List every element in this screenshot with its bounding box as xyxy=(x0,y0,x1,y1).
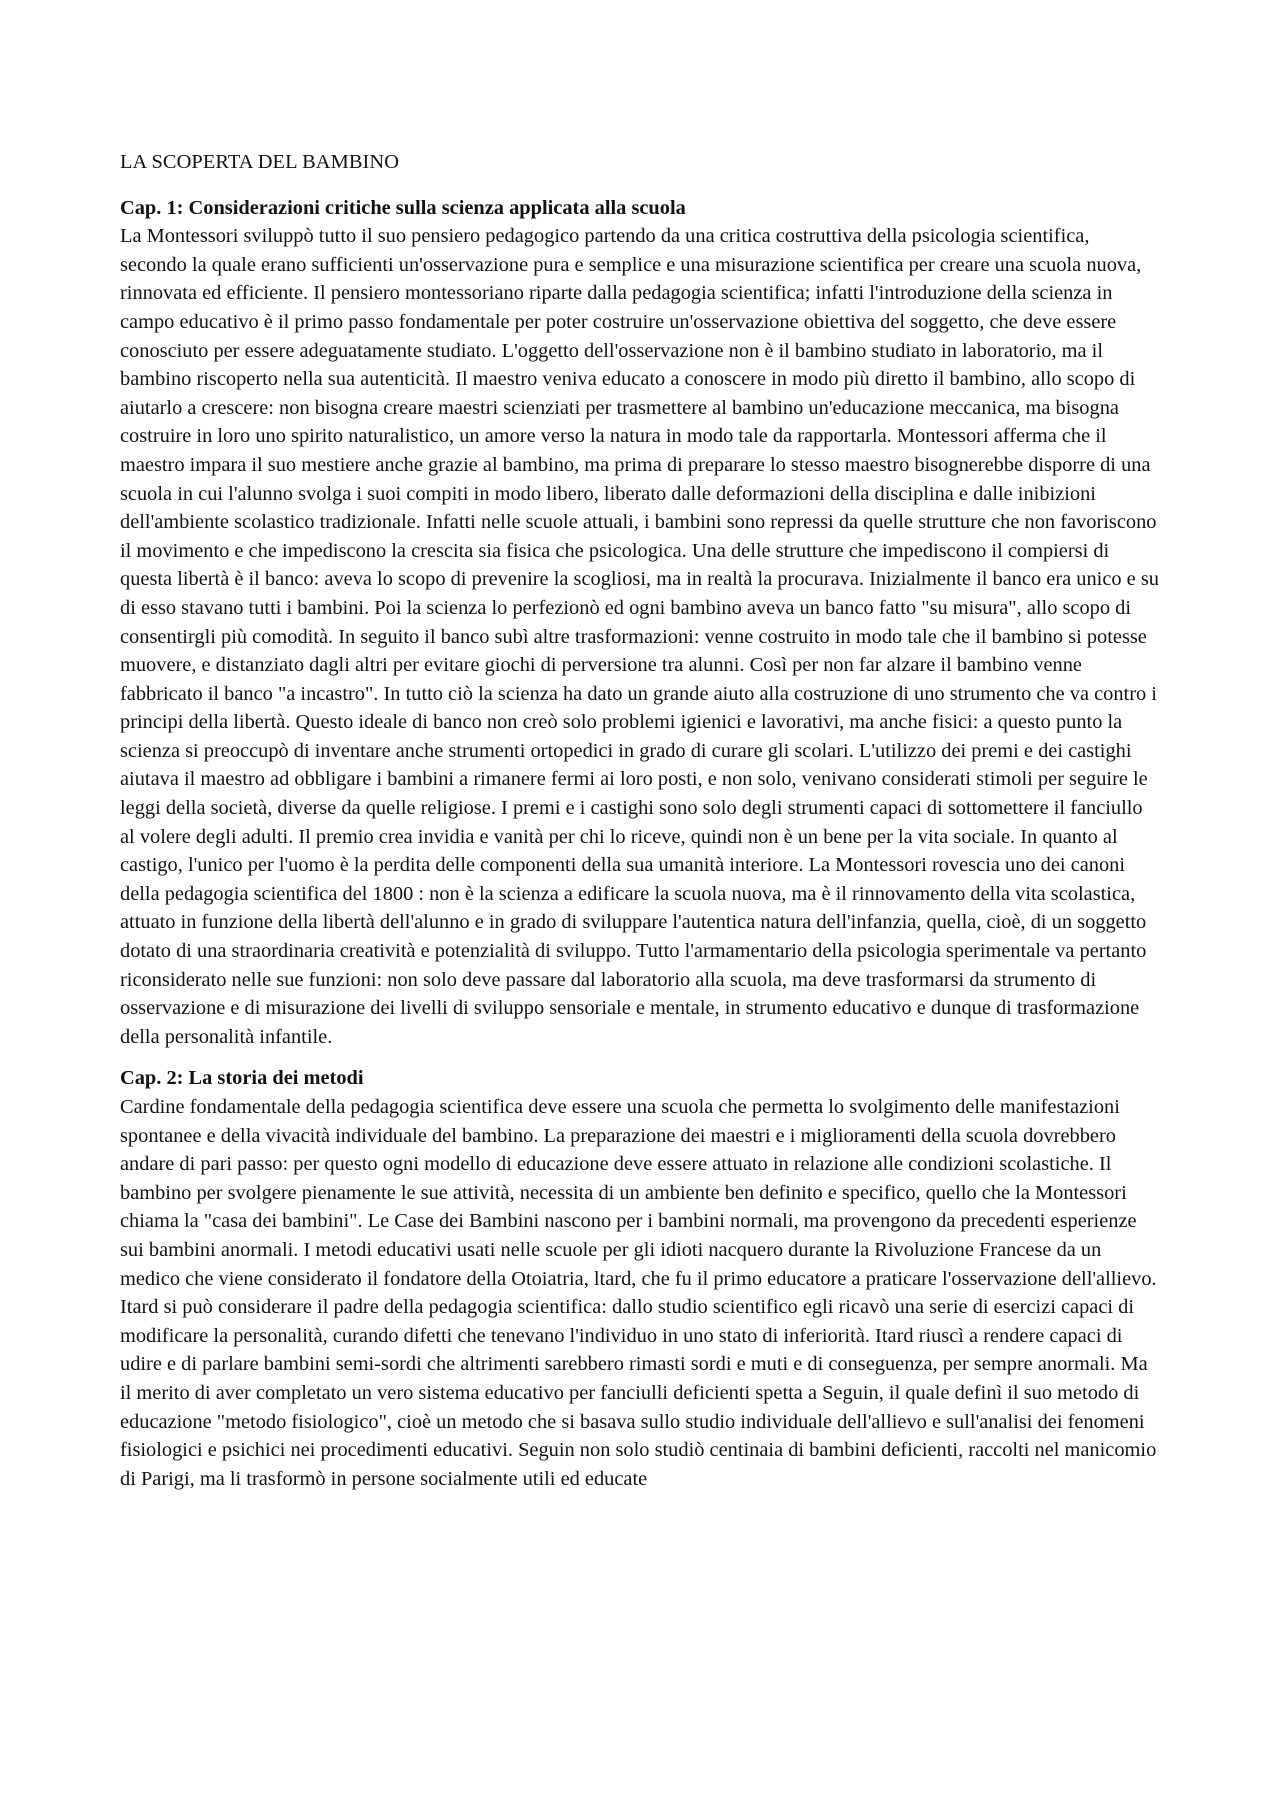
chapter-1-body: La Montessori sviluppò tutto il suo pensiero pedagogico partendo da una critica costruttiva della psicologia scientifica, secondo la quale erano sufficienti un'osservazione pura e semplice e una misurazione scientifica per creare una scuola nuova, rinnovata ed efficiente. Il pensiero montessoriano riparte dalla pedagogia scientifica; infatti l'introduzione della scienza in campo educativo è il primo passo fondamentale per poter costruire un'osservazione obiettiva del soggetto, che deve essere conosciuto per essere adeguatamente studiato. L'oggetto dell'osservazione non è il bambino studiato in laboratorio, ma il bambino riscoperto nella sua autenticità. Il maestro veniva educato a conoscere in modo più diretto il bambino, allo scopo di aiutarlo a crescere: non bisogna creare maestri scienziati per trasmettere al bambino un'educazione meccanica, ma bisogna costruire in loro uno spirito naturalistico, un amore verso la natura in modo tale da rapportarla. Montessori afferma che il maestro impara il suo mestiere anche grazie al bambino, ma prima di preparare lo stesso maestro bisognerebbe disporre di una scuola in cui l'alunno svolga i suoi compiti in modo libero, liberato dalle deformazioni della disciplina e dalle inibizioni dell'ambiente scolastico tradizionale. Infatti nelle scuole attuali, i bambini sono repressi da quelle strutture che non favoriscono il movimento e che impediscono la crescita sia fisica che psicologica. Una delle strutture che impediscono il compiersi di questa libertà è il banco: aveva lo scopo di prevenire la scogliosi, ma in realtà la procurava. Inizialmente il banco era unico e su di esso stavano tutti i bambini. Poi la scienza lo perfezionò ed ogni bambino aveva un banco fatto "su misura", allo scopo di consentirgli più comodità. In seguito il banco subì altre trasformazioni: venne costruito in modo tale che il bambino si potesse muovere, e distanziato dagli altri per evitare giochi di perversione tra alunni. Così per non far alzare il bambino venne fabbricato il banco "a incastro". In tutto ciò la scienza ha dato un grande aiuto alla costruzione di uno strumento che va contro i principi della libertà. Questo ideale di banco non creò solo problemi igienici e lavorativi, ma anche fisici: a questo punto la scienza si preoccupò di inventare anche strumenti ortopedici in grado di curare gli scolari. L'utilizzo dei premi e dei castighi aiutava il maestro ad obbligare i bambini a rimanere fermi ai loro posti, e non solo, venivano considerati stimoli per seguire le leggi della società, diverse da quelle religiose. I premi e i castighi sono solo degli strumenti capaci di sottomettere il fanciullo al volere degli adulti. Il premio crea invidia e vanità per chi lo riceve, quindi non è un bene per la vita sociale. In quanto al castigo, l'unico per l'uomo è la perdita delle componenti della sua umanità interiore. La Montessori rovescia uno dei canoni della pedagogia scientifica del 1800 : non è la scienza a edificare la scuola nuova, ma è il rinnovamento della vita scolastica, attuato in funzione della libertà dell'alunno e in grado di sviluppare l'autentica natura dell'infanzia, quella, cioè, di un soggetto dotato di una straordinaria creatività e potenzialità di sviluppo. Tutto l'armamentario della psicologia sperimentale va pertanto riconsiderato nelle sue funzioni: non solo deve passare dal laboratorio alla scuola, ma deve trasformarsi da strumento di osservazione e di misurazione dei livelli di sviluppo sensoriale e mentale, in strumento educativo e dunque di trasformazione della personalità infantile. xyxy=(120,225,1159,1048)
chapter-2 xyxy=(120,1064,1160,1493)
chapter-2-heading: Cap. 2: La storia dei metodi xyxy=(120,1067,364,1090)
document-page xyxy=(120,148,1160,1506)
chapter-1 xyxy=(120,194,1160,1052)
document-title: LA SCOPERTA DEL BAMBINO xyxy=(120,151,400,173)
chapter-2-body: Cardine fondamentale della pedagogia scientifica deve essere una scuola che permetta lo svolgimento delle manifestazioni spontanee e della vivacità individuale del bambino. La preparazione dei maestri e i miglioramenti della scuola dovrebbero andare di pari passo: per questo ogni modello di educazione deve essere attuato in relazione alle condizioni scolastiche. Il bambino per svolgere pienamente le sue attività, necessita di un ambiente ben definito e specifico, quello che la Montessori chiama la "casa dei bambini". Le Case dei Bambini nascono per i bambini normali, ma provengono da precedenti esperienze sui bambini anormali. I metodi educativi usati nelle scuole per gli idioti nacquero durante la Rivoluzione Francese da un medico che viene considerato il fondatore della Otoiatria, ltard, che fu il primo educatore a praticare l'osservazione dell'allievo. Itard si può considerare il padre della pedagogia scientifica: dallo studio scientifico egli ricavò una serie di esercizi capaci di modificare la personalità, curando difetti che tenevano l'individuo in uno stato di inferiorità. Itard riuscì a rendere capaci di udire e di parlare bambini semi-sordi che altrimenti sarebbero rimasti sordi e muti e di conseguenza, per sempre anormali. Ma il merito di aver completato un vero sistema educativo per fanciulli deficienti spetta a Seguin, il quale definì il suo metodo di educazione "metodo fisiologico", cioè un metodo che si basava sullo studio individuale dell'allievo e sull'analisi dei fenomeni fisiologici e psichici nei procedimenti educativi. Seguin non solo studiò centinaia di bambini deficienti, raccolti nel manicomio di Parigi, ma li trasformò in persone socialmente utili ed educate xyxy=(120,1096,1157,1490)
chapter-1-heading: Cap. 1: Considerazioni critiche sulla scienza applicata alla scuola xyxy=(120,196,686,219)
